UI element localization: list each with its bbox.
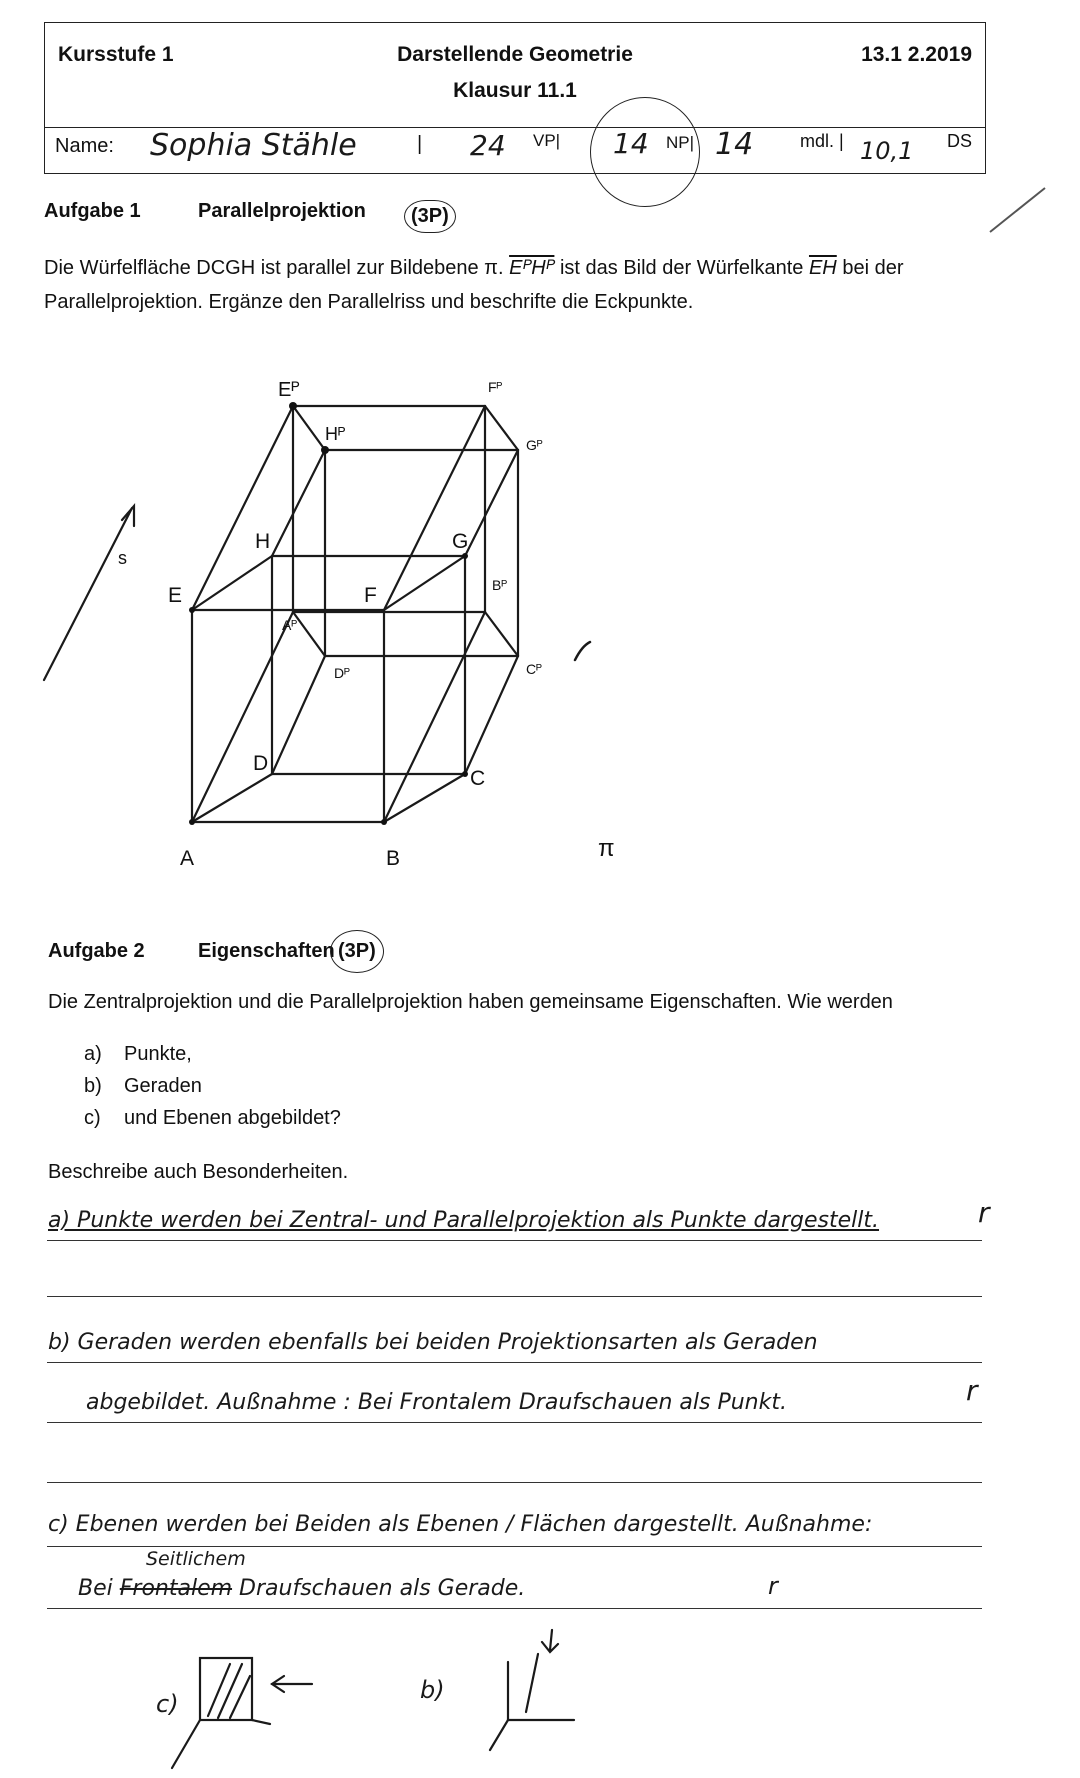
- margin-check-icon: [985, 180, 1055, 240]
- subject-title: Darstellende Geometrie: [397, 43, 633, 66]
- check-mark-c: r: [768, 1572, 778, 1600]
- vertex-label-bp: Bᴾ: [492, 577, 508, 593]
- vertex-label-hp: Hᴾ: [325, 424, 346, 444]
- exam-date: 13.1 2.2019: [861, 43, 972, 66]
- vp-label: VP|: [533, 131, 561, 150]
- task1-number: Aufgabe 1: [44, 200, 141, 222]
- answer-c-bei: Bei: [78, 1576, 113, 1601]
- task1-edge-eh: $\overline{EH}$: [808, 257, 837, 279]
- np-score: 14: [613, 127, 649, 160]
- answer-line-4: [47, 1422, 982, 1423]
- task1-text-pre: Die Würfelfläche DCGH ist parallel zur Bildebene π.: [44, 257, 504, 279]
- task2-item-b: b) Geraden: [84, 1075, 202, 1097]
- cube-drawing: [0, 360, 1080, 880]
- ds-label: DS: [947, 131, 973, 151]
- task1-text-post: bei der: [842, 257, 904, 279]
- header-top-row: [45, 23, 985, 128]
- answer-line-1: [47, 1240, 982, 1241]
- task2-list: [84, 1038, 341, 1134]
- task2-points: (3P): [330, 930, 384, 973]
- vertex-label-d: D: [253, 752, 269, 775]
- exam-header: [44, 22, 986, 174]
- vertex-label-b: B: [386, 847, 401, 870]
- mdl-value: 10,1: [860, 137, 914, 165]
- check-mark-a: r: [978, 1196, 990, 1229]
- answer-c-rest: Draufschauen als Gerade.: [239, 1576, 526, 1601]
- vertex-label-dp: Dᴾ: [334, 665, 350, 681]
- vertex-label-e: E: [168, 584, 183, 607]
- answer-c-line1: c) Ebenen werden bei Beiden als Ebenen / Flächen dargestellt. Außnahme:: [48, 1512, 873, 1537]
- answer-c-line2: [78, 1576, 525, 1601]
- answer-sketches: [160, 1620, 600, 1778]
- np-label: NP|: [666, 133, 695, 152]
- student-name: Sophia Stähle: [150, 128, 357, 163]
- check-mark-b: r: [966, 1374, 978, 1407]
- vertex-label-fp: Fᴾ: [488, 379, 503, 395]
- task1-text-line1: [44, 252, 903, 284]
- task2-intro: Die Zentralprojektion und die Parallelprojektion haben gemeinsame Eigenschaften. Wie werden: [48, 991, 893, 1013]
- task2-note: Beschreibe auch Besonderheiten.: [48, 1161, 349, 1183]
- task2-item-a: a) Punkte,: [84, 1043, 192, 1065]
- task1-text-line2: Parallelprojektion. Ergänze den Parallelriss und beschrifte die Eckpunkte.: [44, 291, 694, 313]
- task1-text-mid: ist das Bild der Würfelkante: [559, 257, 804, 279]
- answer-line-2: [47, 1296, 982, 1297]
- vertex-label-ep: Eᴾ: [278, 379, 300, 401]
- separator: |: [417, 133, 423, 155]
- task2-title: Eigenschaften: [198, 940, 335, 962]
- task1-title: Parallelprojektion: [198, 200, 366, 222]
- answer-line-6: [47, 1546, 982, 1547]
- image-plane-label-pi: π: [598, 835, 615, 862]
- answer-c-insertion: Seitlichem: [146, 1548, 246, 1570]
- np-score-2: 14: [715, 127, 754, 162]
- vertex-label-a: A: [180, 847, 195, 870]
- vp-score: 24: [470, 129, 506, 162]
- answer-line-5: [47, 1482, 982, 1483]
- vertex-label-g: G: [452, 530, 469, 553]
- sketch-label-c: c): [156, 1690, 179, 1718]
- answer-line-3: [47, 1362, 982, 1363]
- exam-title: Klausur 11.1: [453, 79, 577, 102]
- answer-c-struck: Frontalem: [119, 1576, 233, 1601]
- task2-number: Aufgabe 2: [48, 940, 145, 962]
- vertex-label-h: H: [255, 530, 271, 553]
- vertex-label-c: C: [470, 767, 486, 790]
- task1-segment-ephp: EᴾHᴾ: [509, 257, 555, 279]
- vertex-label-cp: Cᴾ: [526, 661, 542, 677]
- sketch-label-b: b): [420, 1676, 445, 1704]
- answer-b-line2: abgebildet. Außnahme : Bei Frontalem Draufschauen als Punkt.: [86, 1390, 787, 1415]
- vertex-label-f: F: [364, 584, 377, 607]
- vertex-label-gp: Gᴾ: [526, 437, 543, 453]
- answer-a: a) Punkte werden bei Zentral- und Parallelprojektion als Punkte dargestellt.: [48, 1208, 880, 1233]
- projection-direction-line: [44, 508, 132, 680]
- task2-item-c: c) und Ebenen abgebildet?: [84, 1107, 341, 1129]
- name-label: Name:: [55, 135, 114, 157]
- answer-b-line1: b) Geraden werden ebenfalls bei beiden Projektionsarten als Geraden: [48, 1330, 818, 1355]
- task1-points: (3P): [404, 200, 456, 233]
- vertex-label-ap: Aᴾ: [282, 617, 298, 633]
- direction-label-s: s: [118, 548, 127, 568]
- answer-line-7: [47, 1608, 982, 1609]
- mdl-label: mdl. |: [800, 131, 844, 151]
- course-label: Kursstufe 1: [58, 43, 174, 66]
